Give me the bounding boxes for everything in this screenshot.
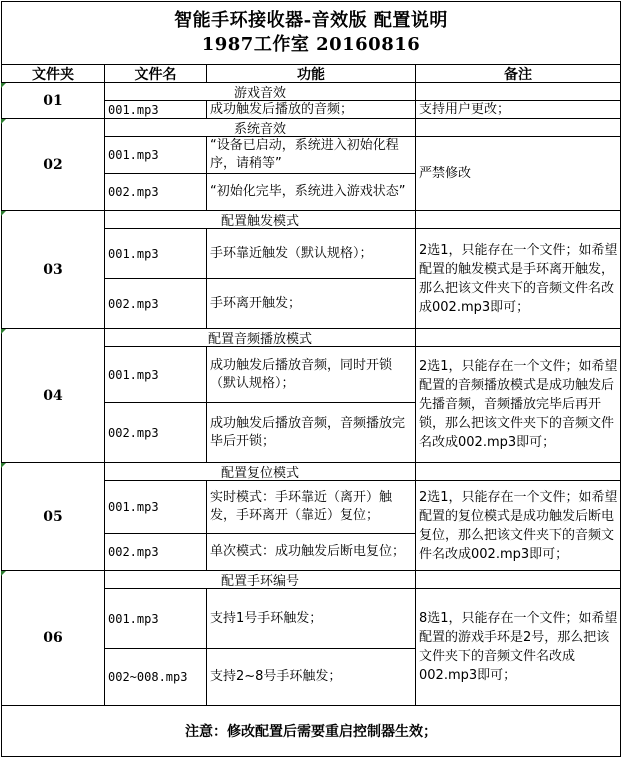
function-cell: 支持2~8号手环触发； — [206, 648, 416, 706]
note-cell-05: 2选1，只能存在一个文件；如希望配置的复位模式是成功触发后断电复位，那么把该文件夹下的音频文件名改成002.mp3即可； — [415, 480, 621, 571]
cell-comment-marker — [1, 211, 6, 216]
section-heading-01: 游戏音效 — [104, 82, 416, 101]
filename-cell: 002.mp3 — [104, 402, 207, 463]
note-cell-04: 2选1，只能存在一个文件；如希望配置的音频播放模式是成功触发后先播音频，音频播放完毕后再开锁，那么把该文件夹下的音频文件名改成002.mp3即可； — [415, 346, 621, 463]
filename-cell: 002.mp3 — [104, 278, 207, 329]
folder-cell-05: 05 — [1, 462, 105, 571]
filename-cell: 002.mp3 — [104, 533, 207, 571]
cell-comment-marker — [1, 571, 6, 576]
note-spacer-05 — [415, 462, 621, 481]
note-spacer-04 — [415, 328, 621, 347]
header-function: 功能 — [206, 64, 416, 83]
filename-cell: 001.mp3 — [104, 480, 207, 534]
section-heading-05: 配置复位模式 — [104, 462, 416, 481]
section-heading-03: 配置触发模式 — [104, 210, 416, 229]
function-cell: “设备已启动，系统进入初始化程序，请稍等” — [206, 136, 416, 174]
cell-comment-marker — [1, 119, 6, 124]
folder-cell-01: 01 — [1, 82, 105, 119]
filename-cell: 001.mp3 — [104, 136, 207, 174]
cell-comment-marker — [1, 329, 6, 334]
title-line-2: 1987工作室 20160816 — [201, 34, 421, 55]
config-sheet — [1, 1, 621, 757]
note-spacer-01 — [415, 82, 621, 101]
function-cell: 支持1号手环触发； — [206, 588, 416, 649]
folder-cell-04: 04 — [1, 328, 105, 463]
header-folder: 文件夹 — [1, 64, 105, 83]
function-cell: 成功触发后播放音频，音频播放完毕后开锁； — [206, 402, 416, 463]
function-cell: 成功触发后播放的音频； — [206, 100, 416, 119]
cell-comment-marker — [1, 463, 6, 468]
function-cell: 手环离开触发； — [206, 278, 416, 329]
function-cell: 实时模式：手环靠近（离开）触发，手环离开（靠近）复位； — [206, 480, 416, 534]
function-cell: “初始化完毕，系统进入游戏状态” — [206, 173, 416, 211]
filename-cell: 001.mp3 — [104, 346, 207, 403]
filename-cell: 001.mp3 — [104, 228, 207, 279]
section-heading-02: 系统音效 — [104, 118, 416, 137]
filename-cell: 001.mp3 — [104, 100, 207, 119]
title-line-1: 智能手环接收器-音效版 配置说明 — [174, 10, 448, 31]
function-cell: 成功触发后播放音频，同时开锁（默认规格）； — [206, 346, 416, 403]
section-heading-06: 配置手环编号 — [104, 570, 416, 589]
filename-cell: 001.mp3 — [104, 588, 207, 649]
function-cell: 手环靠近触发（默认规格）； — [206, 228, 416, 279]
section-heading-04: 配置音频播放模式 — [104, 328, 416, 347]
note-cell-06: 8选1，只能存在一个文件；如希望配置的游戏手环是2号，那么把该文件夹下的音频文件名改成002.mp3即可； — [415, 588, 621, 706]
function-cell: 单次模式：成功触发后断电复位； — [206, 533, 416, 571]
folder-cell-03: 03 — [1, 210, 105, 329]
footer-notice: 注意：修改配置后需要重启控制器生效； — [1, 705, 621, 757]
note-cell-03: 2选1，只能存在一个文件；如希望配置的触发模式是手环离开触发，那么把该文件夹下的音频文件名改成002.mp3即可； — [415, 228, 621, 329]
cell-comment-marker — [1, 83, 6, 88]
header-note: 备注 — [415, 64, 621, 83]
header-filename: 文件名 — [104, 64, 207, 83]
note-spacer-06 — [415, 570, 621, 589]
filename-cell: 002.mp3 — [104, 173, 207, 211]
note-spacer-03 — [415, 210, 621, 229]
filename-cell: 002~008.mp3 — [104, 648, 207, 706]
note-cell-02: 严禁修改 — [415, 136, 621, 211]
title-cell — [1, 1, 621, 65]
folder-cell-06: 06 — [1, 570, 105, 706]
note-cell-01: 支持用户更改； — [415, 100, 621, 119]
folder-cell-02: 02 — [1, 118, 105, 211]
note-spacer-02 — [415, 118, 621, 137]
